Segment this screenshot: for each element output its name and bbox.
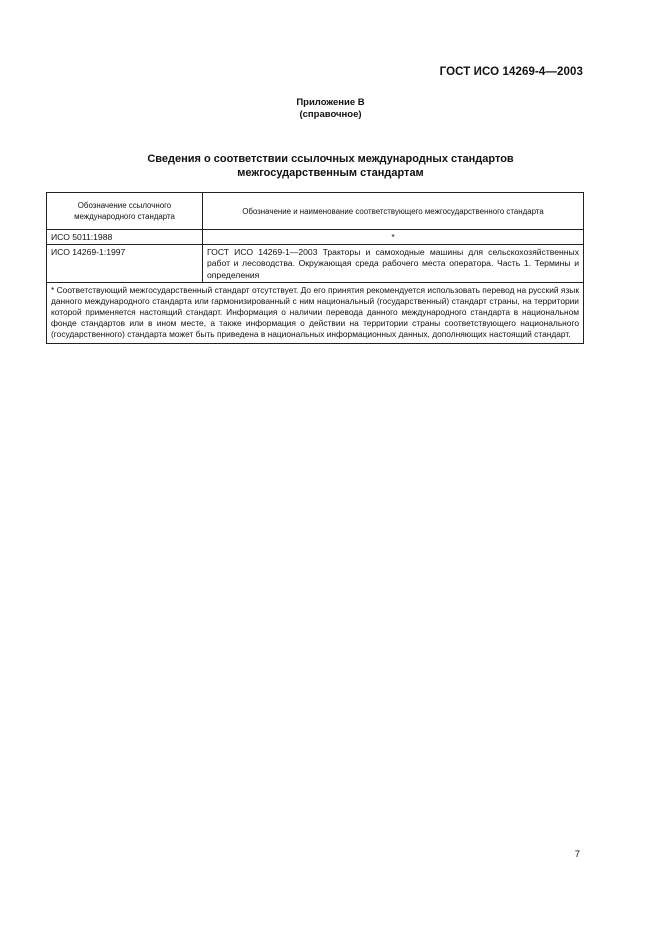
corresponding-standard-cell: * <box>203 230 584 245</box>
table-row <box>47 230 584 245</box>
table-row <box>47 245 584 283</box>
section-title-line-1: Сведения о соответствии ссылочных международных стандартов <box>147 153 514 165</box>
document-code: ГОСТ ИСО 14269-4—2003 <box>439 66 583 78</box>
annex-title: Приложение В <box>296 97 365 108</box>
table-footnote: * Соответствующий межгосударственный стандарт отсутствует. До его принятия рекомендуется использовать перевод на русский язык данного международного стандарта или гармонизированный с ним национальный (государственный) стандарт страны, на территории которой применяется настоящий стандарт. Информация о наличии перевода данного международного стандарта в национальном фонде стандартов или в ином месте, а также информация о действии на территории страны соответствующего национального (государственного) стандарта может быть приведена в национальных информационных данных, дополняющих настоящий стандарт. <box>47 282 584 343</box>
table-header-row <box>47 193 584 230</box>
reference-standard-cell: ИСО 5011:1988 <box>47 230 203 245</box>
section-title-line-2: межгосударственным стандартам <box>237 167 424 179</box>
reference-standard-cell: ИСО 14269-1:1997 <box>47 245 203 283</box>
column-header-reference <box>47 193 203 230</box>
section-title <box>0 152 661 180</box>
table-footnote-row <box>47 282 584 343</box>
column-header-correspondence-text: Обозначение и наименование соответствующего межгосударственного стандарта <box>242 206 544 216</box>
reference-standards-table <box>46 192 584 344</box>
annex-heading <box>0 97 661 121</box>
corresponding-standard-cell: ГОСТ ИСО 14269-1—2003 Тракторы и самоходные машины для сельскохозяйственных работ и лесоводства. Окружающая среда рабочего места оператора. Часть 1. Термины и определения <box>203 245 584 283</box>
column-header-correspondence <box>203 193 584 230</box>
annex-type: (справочное) <box>299 109 362 120</box>
column-header-reference-text: Обозначение ссылочного международного стандарта <box>74 201 175 221</box>
page-number: 7 <box>574 849 580 860</box>
